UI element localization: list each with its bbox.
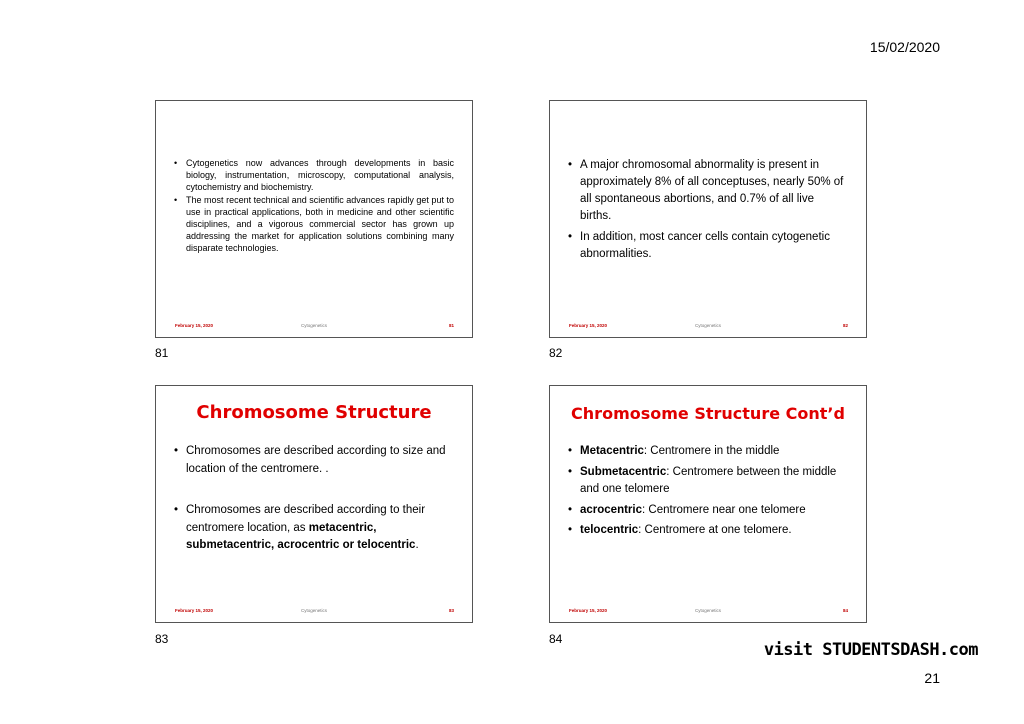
bullet-item: • A major chromosomal abnormality is present in approximately 8% of all conceptuses, nearly 50% of all spontaneous abortions, and 0.7% of all live births. [568, 157, 848, 225]
page-number: 21 [924, 670, 940, 686]
slide-footer-topic: Cytogenetics [695, 608, 722, 613]
bullet-item [568, 464, 852, 499]
bullet-item [568, 522, 852, 540]
term: Submetacentric [580, 465, 667, 478]
slide-footer-topic: Cytogenetics [695, 323, 722, 328]
bullet-text: Chromosomes are described according to their centromere location, as [186, 504, 426, 534]
slide-footer-number: 82 [842, 323, 848, 328]
bullet-item [568, 443, 852, 461]
bullet-item: • The most recent technical and scientific advances rapidly get put to use in practical applications, both in medicine and other scientific disciplines, and a vigorous commercial sector has grown up addressing the market for application solutions combining many disparate technologies. [174, 194, 454, 254]
slide-footer-topic: Cytogenetics [301, 323, 328, 328]
term: acrocentric [580, 503, 643, 516]
slide-number-label: 82 [549, 346, 563, 360]
slide-82 [549, 100, 867, 338]
bullet-list [568, 157, 848, 267]
slide-title: Chromosome Structure [196, 402, 432, 423]
bullet-list [174, 157, 454, 255]
slide-footer-number: 84 [842, 608, 848, 613]
slide-footer-number: 83 [448, 608, 454, 613]
term: Metacentric [580, 445, 644, 457]
slide-title: Chromosome Structure Cont’d [571, 404, 845, 423]
bullet-item: • In addition, most cancer cells contain cytogenetic abnormalities. [568, 229, 848, 263]
slide-81 [155, 100, 473, 338]
term-description: : Centromere near one telomere [642, 503, 806, 516]
slide-number-label: 81 [155, 346, 169, 360]
bullet-item: • Cytogenetics now advances through developments in basic biology, instrumentation, microscopy, computational analysis, cytochemistry and biochemistry. [174, 157, 454, 193]
bullet-bold-text: metacentric, submetacentric, acrocentric or telocentric [186, 521, 416, 551]
slide-footer-number: 81 [448, 323, 454, 328]
bullet-text-end: . [415, 539, 419, 551]
bullet-item: • Chromosomes are described according to size and location of the centromere. . [174, 443, 454, 478]
document-date: 15/02/2020 [869, 39, 940, 55]
slide-number-label: 83 [155, 632, 169, 646]
slide-footer-date: February 15, 2020 [569, 323, 608, 328]
bullet-list [174, 443, 454, 555]
slide-footer-date: February 15, 2020 [569, 608, 608, 613]
term: telocentric [580, 524, 639, 536]
bullet-item [568, 502, 852, 520]
slide-number-label: 84 [549, 632, 563, 646]
bullet-list [568, 443, 852, 543]
term-description: : Centromere between the middle and one telomere [580, 465, 837, 495]
slide-footer-date: February 15, 2020 [175, 608, 214, 613]
slide-footer-topic: Cytogenetics [301, 608, 328, 613]
slide-footer-date: February 15, 2020 [175, 323, 214, 328]
slide-84 [549, 385, 867, 623]
term-description: : Centromere at one telomere. [638, 524, 792, 536]
watermark-link: visit STUDENTSDASH.com [763, 640, 978, 660]
slide-83 [155, 385, 473, 623]
bullet-item [174, 502, 454, 555]
term-description: : Centromere in the middle [643, 445, 780, 457]
